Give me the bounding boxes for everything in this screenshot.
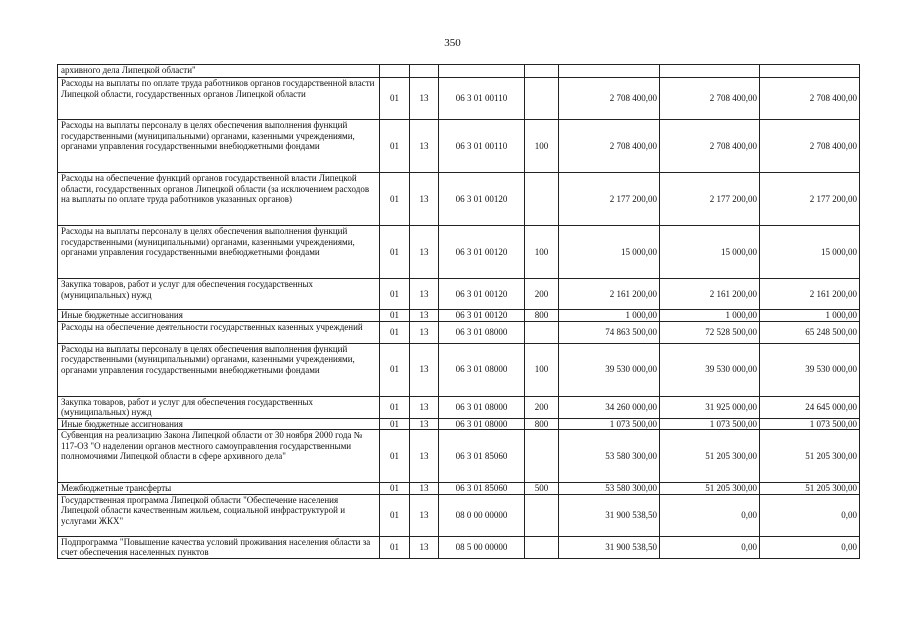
amount-year-1: 31 900 538,50 bbox=[559, 494, 660, 536]
amount-year-2: 2 161 200,00 bbox=[660, 279, 760, 310]
subsection-code: 13 bbox=[410, 310, 439, 322]
amount-year-3: 2 708 400,00 bbox=[760, 78, 860, 120]
subsection-code: 13 bbox=[410, 396, 439, 418]
amount-year-1: 53 580 300,00 bbox=[559, 483, 660, 495]
table-row bbox=[58, 279, 860, 310]
table-row bbox=[58, 310, 860, 322]
amount-year-2: 0,00 bbox=[660, 494, 760, 536]
amount-year-1: 34 260 000,00 bbox=[559, 396, 660, 418]
row-name: архивного дела Липецкой области" bbox=[58, 65, 380, 78]
section-code: 01 bbox=[380, 396, 410, 418]
expense-type-code bbox=[525, 78, 559, 120]
target-article-code: 06 3 01 00110 bbox=[439, 78, 525, 120]
amount-year-3 bbox=[760, 65, 860, 78]
amount-year-2: 2 708 400,00 bbox=[660, 120, 760, 173]
table-row bbox=[58, 494, 860, 536]
subsection-code: 13 bbox=[410, 483, 439, 495]
subsection-code: 13 bbox=[410, 536, 439, 558]
amount-year-3: 24 645 000,00 bbox=[760, 396, 860, 418]
expense-type-code bbox=[525, 173, 559, 226]
target-article-code: 06 3 01 00110 bbox=[439, 120, 525, 173]
amount-year-1: 74 863 500,00 bbox=[559, 321, 660, 343]
target-article-code: 06 3 01 08000 bbox=[439, 343, 525, 396]
page-number: 350 bbox=[444, 37, 461, 49]
section-code: 01 bbox=[380, 321, 410, 343]
subsection-code: 13 bbox=[410, 430, 439, 483]
section-code: 01 bbox=[380, 536, 410, 558]
target-article-code: 06 3 01 08000 bbox=[439, 418, 525, 430]
section-code: 01 bbox=[380, 430, 410, 483]
amount-year-3: 0,00 bbox=[760, 494, 860, 536]
amount-year-3: 51 205 300,00 bbox=[760, 483, 860, 495]
amount-year-1: 2 708 400,00 bbox=[559, 120, 660, 173]
row-name: Межбюджетные трансферты bbox=[58, 483, 380, 495]
amount-year-2: 51 205 300,00 bbox=[660, 483, 760, 495]
expense-type-code bbox=[525, 65, 559, 78]
table-row bbox=[58, 483, 860, 495]
table-row bbox=[58, 536, 860, 558]
amount-year-3: 2 177 200,00 bbox=[760, 173, 860, 226]
amount-year-3: 15 000,00 bbox=[760, 226, 860, 279]
budget-table bbox=[57, 64, 860, 559]
expense-type-code bbox=[525, 536, 559, 558]
expense-type-code: 800 bbox=[525, 310, 559, 322]
expense-type-code bbox=[525, 321, 559, 343]
table-row bbox=[58, 173, 860, 226]
amount-year-1: 31 900 538,50 bbox=[559, 536, 660, 558]
subsection-code: 13 bbox=[410, 279, 439, 310]
amount-year-2 bbox=[660, 65, 760, 78]
subsection-code: 13 bbox=[410, 418, 439, 430]
amount-year-2: 1 000,00 bbox=[660, 310, 760, 322]
expense-type-code: 500 bbox=[525, 483, 559, 495]
amount-year-2: 15 000,00 bbox=[660, 226, 760, 279]
table-row bbox=[58, 65, 860, 78]
section-code: 01 bbox=[380, 173, 410, 226]
amount-year-1: 15 000,00 bbox=[559, 226, 660, 279]
subsection-code: 13 bbox=[410, 226, 439, 279]
expense-type-code: 100 bbox=[525, 120, 559, 173]
section-code: 01 bbox=[380, 343, 410, 396]
target-article-code: 06 3 01 00120 bbox=[439, 310, 525, 322]
target-article-code: 06 3 01 00120 bbox=[439, 173, 525, 226]
table-row bbox=[58, 226, 860, 279]
amount-year-2: 0,00 bbox=[660, 536, 760, 558]
amount-year-3: 39 530 000,00 bbox=[760, 343, 860, 396]
amount-year-1: 53 580 300,00 bbox=[559, 430, 660, 483]
amount-year-1: 2 161 200,00 bbox=[559, 279, 660, 310]
expense-type-code: 200 bbox=[525, 279, 559, 310]
amount-year-1: 1 000,00 bbox=[559, 310, 660, 322]
row-name: Иные бюджетные ассигнования bbox=[58, 418, 380, 430]
table-row bbox=[58, 120, 860, 173]
amount-year-2: 31 925 000,00 bbox=[660, 396, 760, 418]
section-code: 01 bbox=[380, 483, 410, 495]
amount-year-1: 39 530 000,00 bbox=[559, 343, 660, 396]
table-row bbox=[58, 396, 860, 418]
expense-type-code: 200 bbox=[525, 396, 559, 418]
amount-year-3: 65 248 500,00 bbox=[760, 321, 860, 343]
row-name: Расходы на обеспечение функций органов государственной власти Липецкой области, государственных органов Липецкой области (за исключением расходов на выплаты по оплате труда работников указанных органов) bbox=[58, 173, 380, 226]
amount-year-2: 51 205 300,00 bbox=[660, 430, 760, 483]
amount-year-2: 2 708 400,00 bbox=[660, 78, 760, 120]
expense-type-code: 800 bbox=[525, 418, 559, 430]
target-article-code: 06 3 01 85060 bbox=[439, 430, 525, 483]
row-name: Субвенция на реализацию Закона Липецкой области от 30 ноября 2000 года № 117-ОЗ "О наделении органов местного самоуправления государственными полномочиями Липецкой области в сфере архивного дела" bbox=[58, 430, 380, 483]
section-code: 01 bbox=[380, 418, 410, 430]
amount-year-3: 1 000,00 bbox=[760, 310, 860, 322]
target-article-code: 06 3 01 08000 bbox=[439, 321, 525, 343]
target-article-code bbox=[439, 65, 525, 78]
target-article-code: 06 3 01 85060 bbox=[439, 483, 525, 495]
amount-year-1: 1 073 500,00 bbox=[559, 418, 660, 430]
table-row bbox=[58, 430, 860, 483]
target-article-code: 06 3 01 08000 bbox=[439, 396, 525, 418]
subsection-code: 13 bbox=[410, 173, 439, 226]
section-code: 01 bbox=[380, 78, 410, 120]
row-name: Расходы на выплаты персоналу в целях обеспечения выполнения функций государственными (муниципальными) органами, казенными учреждениями, органами управления государственными внебюджетными фондами bbox=[58, 226, 380, 279]
section-code: 01 bbox=[380, 279, 410, 310]
row-name: Закупка товаров, работ и услуг для обеспечения государственных (муниципальных) нужд bbox=[58, 396, 380, 418]
target-article-code: 06 3 01 00120 bbox=[439, 226, 525, 279]
row-name: Расходы на выплаты по оплате труда работников органов государственной власти Липецкой области, государственных органов Липецкой области bbox=[58, 78, 380, 120]
row-name: Расходы на выплаты персоналу в целях обеспечения выполнения функций государственными (муниципальными) органами, казенными учреждениями, органами управления государственными внебюджетными фондами bbox=[58, 120, 380, 173]
amount-year-2: 39 530 000,00 bbox=[660, 343, 760, 396]
amount-year-2: 2 177 200,00 bbox=[660, 173, 760, 226]
section-code: 01 bbox=[380, 310, 410, 322]
section-code: 01 bbox=[380, 120, 410, 173]
amount-year-2: 1 073 500,00 bbox=[660, 418, 760, 430]
amount-year-3: 2 161 200,00 bbox=[760, 279, 860, 310]
row-name: Иные бюджетные ассигнования bbox=[58, 310, 380, 322]
row-name: Подпрограмма "Повышение качества условий проживания населения области за счет обеспечения населенных пунктов bbox=[58, 536, 380, 558]
expense-type-code bbox=[525, 494, 559, 536]
amount-year-3: 1 073 500,00 bbox=[760, 418, 860, 430]
amount-year-1: 2 708 400,00 bbox=[559, 78, 660, 120]
target-article-code: 08 5 00 00000 bbox=[439, 536, 525, 558]
target-article-code: 06 3 01 00120 bbox=[439, 279, 525, 310]
table-row bbox=[58, 78, 860, 120]
row-name: Расходы на выплаты персоналу в целях обеспечения выполнения функций государственными (муниципальными) органами, казенными учреждениями, органами управления государственными внебюджетными фондами bbox=[58, 343, 380, 396]
subsection-code: 13 bbox=[410, 494, 439, 536]
expense-type-code: 100 bbox=[525, 226, 559, 279]
amount-year-1: 2 177 200,00 bbox=[559, 173, 660, 226]
subsection-code: 13 bbox=[410, 343, 439, 396]
expense-type-code bbox=[525, 430, 559, 483]
table-row bbox=[58, 343, 860, 396]
amount-year-2: 72 528 500,00 bbox=[660, 321, 760, 343]
subsection-code: 13 bbox=[410, 120, 439, 173]
row-name: Закупка товаров, работ и услуг для обеспечения государственных (муниципальных) нужд bbox=[58, 279, 380, 310]
section-code: 01 bbox=[380, 226, 410, 279]
target-article-code: 08 0 00 00000 bbox=[439, 494, 525, 536]
table-row bbox=[58, 418, 860, 430]
row-name: Государственная программа Липецкой области "Обеспечение населения Липецкой области качественным жильем, социальной инфраструктурой и услугами ЖКХ" bbox=[58, 494, 380, 536]
amount-year-3: 51 205 300,00 bbox=[760, 430, 860, 483]
section-code bbox=[380, 65, 410, 78]
subsection-code: 13 bbox=[410, 78, 439, 120]
subsection-code bbox=[410, 65, 439, 78]
row-name: Расходы на обеспечение деятельности государственных казенных учреждений bbox=[58, 321, 380, 343]
amount-year-3: 2 708 400,00 bbox=[760, 120, 860, 173]
amount-year-1 bbox=[559, 65, 660, 78]
amount-year-3: 0,00 bbox=[760, 536, 860, 558]
table-row bbox=[58, 321, 860, 343]
expense-type-code: 100 bbox=[525, 343, 559, 396]
subsection-code: 13 bbox=[410, 321, 439, 343]
section-code: 01 bbox=[380, 494, 410, 536]
